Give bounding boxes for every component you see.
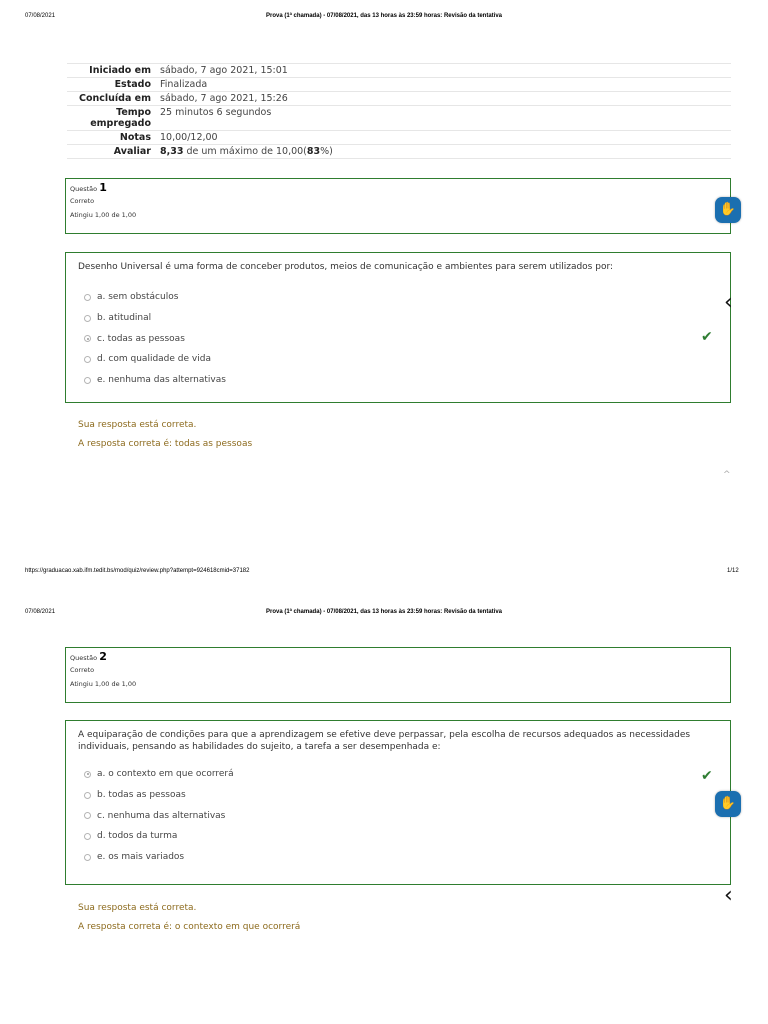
question-2-info	[65, 647, 731, 703]
summary-value: 10,00/12,00	[160, 132, 218, 143]
attempt-summary-table	[67, 63, 731, 159]
correct-answer-text: A resposta correta é: todas as pessoas	[78, 439, 253, 449]
radio-icon[interactable]	[84, 792, 91, 799]
grade-end: %)	[320, 146, 333, 157]
question-points: Atingiu 1,00 de 1,00	[70, 211, 137, 220]
answer-option-a[interactable]	[78, 764, 718, 785]
question-1-content	[65, 252, 731, 403]
summary-label: Avaliar	[113, 146, 151, 157]
answer-option-b[interactable]	[78, 308, 718, 329]
answer-label: e. nenhuma das alternativas	[97, 375, 226, 386]
question-1-info	[65, 178, 731, 234]
chevron-left-icon[interactable]: ‹	[724, 290, 733, 315]
summary-row	[67, 130, 731, 144]
check-icon: ✔	[701, 329, 713, 345]
answer-option-d[interactable]	[78, 349, 718, 370]
summary-value: Finalizada	[160, 79, 208, 90]
radio-icon[interactable]	[84, 854, 91, 861]
answer-option-d[interactable]	[78, 826, 718, 847]
radio-icon[interactable]	[84, 812, 91, 819]
summary-row-grade	[67, 144, 731, 159]
radio-selected-icon[interactable]	[84, 771, 91, 778]
page-footer-url: https://graduacao.xab.ifm.tedit.bs/mod/quiz/review.php?attempt=924618cmid=37182	[25, 568, 250, 574]
question-2-feedback	[78, 899, 300, 937]
question-1-feedback	[78, 416, 252, 454]
hand-sign-icon[interactable]: ✋	[715, 197, 741, 223]
summary-value: sábado, 7 ago 2021, 15:01	[160, 65, 288, 76]
summary-value: 25 minutos 6 segundos	[160, 107, 272, 118]
question-status: Correto	[70, 665, 95, 674]
feedback-text: Sua resposta está correta.	[78, 903, 197, 913]
feedback-text: Sua resposta está correta.	[78, 420, 197, 430]
grade-percent: 83	[306, 146, 321, 157]
correct-answer-text: A resposta correta é: o contexto em que ocorrerá	[78, 922, 301, 932]
question-status: Correto	[70, 196, 95, 205]
answer-label: d. com qualidade de vida	[97, 354, 211, 365]
answer-label: a. sem obstáculos	[97, 292, 179, 303]
answer-list	[78, 287, 718, 390]
summary-value: sábado, 7 ago 2021, 15:26	[160, 93, 288, 104]
question-text: Desenho Universal é uma forma de conceber produtos, meios de comunicação e ambientes para serem utilizados por:	[78, 262, 614, 272]
page-header-date: 07/08/2021	[25, 13, 56, 19]
summary-row	[67, 77, 731, 91]
answer-option-b[interactable]	[78, 785, 718, 806]
page-header-title: Prova (1ª chamada) - 07/08/2021, das 13 horas às 23:59 horas: Revisão da tentativa	[265, 13, 502, 19]
grade-middle: de um máximo de 10,00(	[183, 146, 307, 157]
question-label: Questão	[70, 185, 98, 193]
question-text: A equiparação de condições para que a aprendizagem se efetive deve perpassar, pela escolha de recursos adequados as necessidades individuais, pensando as habilidades do sujeito, a tarefa a ser desempenhada e:	[78, 730, 691, 752]
answer-option-c[interactable]	[78, 328, 718, 349]
summary-label: Estado	[114, 79, 151, 90]
page-footer-number: 1/12	[727, 568, 739, 574]
answer-option-e[interactable]	[78, 370, 718, 391]
answer-option-a[interactable]	[78, 287, 718, 308]
question-2-content	[65, 720, 731, 885]
answer-list	[78, 764, 718, 867]
answer-label: c. nenhuma das alternativas	[97, 810, 226, 821]
answer-label: c. todas as pessoas	[97, 333, 185, 344]
page-header-date: 07/08/2021	[25, 609, 56, 615]
radio-selected-icon[interactable]	[84, 335, 91, 342]
summary-label: Notas	[119, 132, 151, 143]
radio-icon[interactable]	[84, 356, 91, 363]
answer-label: b. todas as pessoas	[97, 790, 186, 801]
question-label: Questão	[70, 654, 98, 662]
answer-label: b. atitudinal	[97, 313, 152, 324]
summary-row	[67, 105, 731, 130]
question-points: Atingiu 1,00 de 1,00	[70, 680, 137, 689]
hand-sign-icon[interactable]: ✋	[715, 791, 741, 817]
summary-label: Iniciado em	[89, 65, 151, 76]
radio-icon[interactable]	[84, 377, 91, 384]
answer-option-c[interactable]	[78, 805, 718, 826]
radio-icon[interactable]	[84, 294, 91, 301]
question-number: 2	[99, 650, 107, 663]
answer-option-e[interactable]	[78, 847, 718, 868]
page-header-title: Prova (1ª chamada) - 07/08/2021, das 13 horas às 23:59 horas: Revisão da tentativa	[265, 609, 502, 615]
check-icon: ✔	[701, 768, 713, 784]
summary-label: Concluída em	[78, 93, 151, 104]
summary-row	[67, 63, 731, 77]
radio-icon[interactable]	[84, 833, 91, 840]
chevron-left-icon[interactable]: ‹	[724, 883, 733, 908]
answer-label: a. o contexto em que ocorrerá	[97, 769, 234, 780]
chevron-up-icon[interactable]: ^	[723, 470, 731, 480]
radio-icon[interactable]	[84, 315, 91, 322]
grade-value	[160, 146, 731, 157]
answer-label: d. todos da turma	[97, 831, 178, 842]
question-number: 1	[99, 181, 107, 194]
grade-score: 8,33	[160, 146, 184, 157]
summary-label: Tempo empregado	[90, 107, 151, 129]
summary-row	[67, 91, 731, 105]
answer-label: e. os mais variados	[97, 852, 185, 863]
